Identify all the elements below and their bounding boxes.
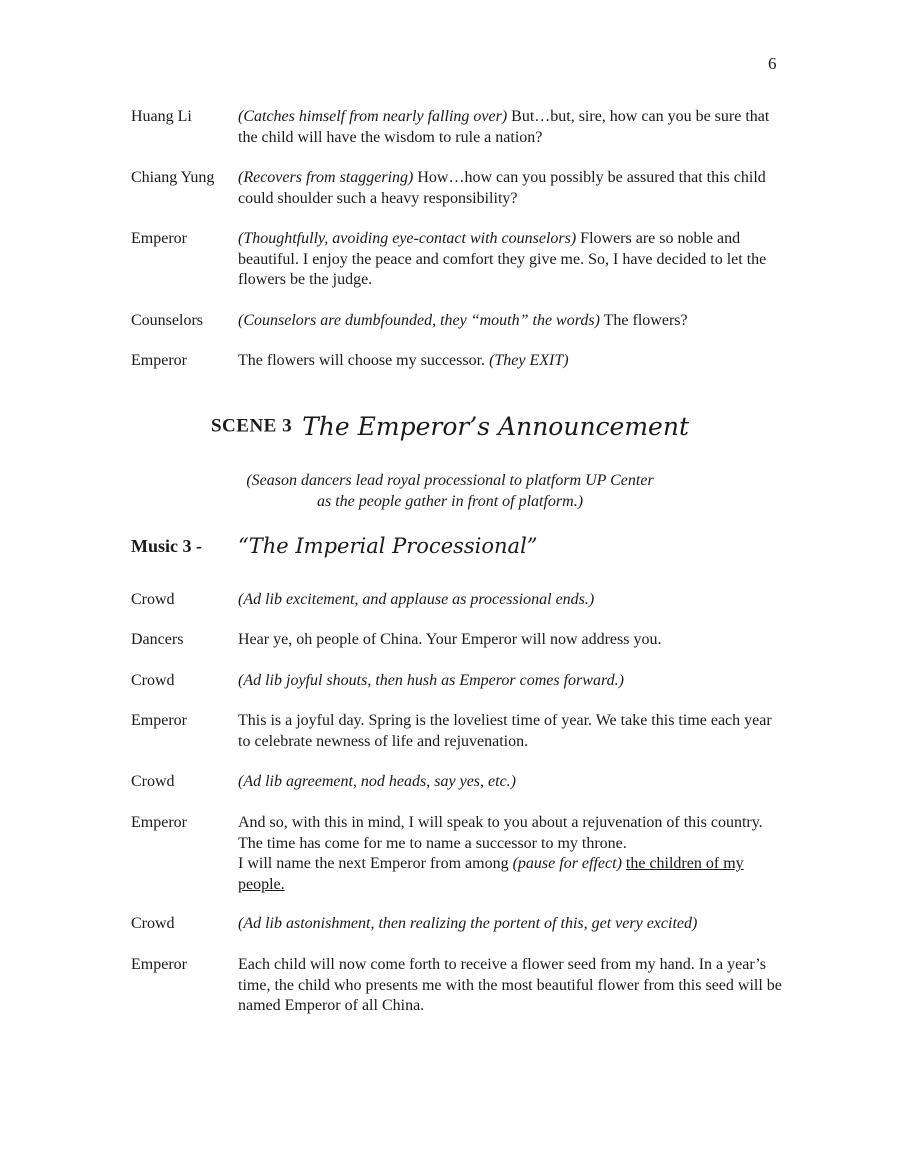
spoken-text: The flowers will choose my successor. [238, 352, 490, 369]
dialogue-line [238, 772, 786, 793]
dialogue-line [238, 671, 786, 692]
stage-direction: (Counselors are dumbfounded, they “mouth” the words) [238, 312, 600, 329]
spoken-text: Each child will now come forth to receive a flower seed from my hand. In a year’s time, the child who presents me with the most beautiful flower from this seed will be named Emperor of all China. [238, 956, 782, 1014]
dialogue-line [238, 955, 786, 1017]
underlined-text: the children of my people. [238, 855, 744, 893]
music-label: Music 3 - [131, 535, 202, 556]
stage-direction: (They EXIT) [489, 352, 569, 369]
scene-heading [0, 412, 900, 441]
stage-direction: (Ad lib agreement, nod heads, say yes, etc.) [238, 773, 516, 790]
stage-direction: (Ad lib joyful shouts, then hush as Emperor comes forward.) [238, 672, 624, 689]
stage-direction: (Catches himself from nearly falling over) [238, 108, 508, 125]
speaker-name: Emperor [131, 956, 187, 973]
spoken-text: But…but, sire, how can you be sure that the child will have the wisdom to rule a nation? [238, 108, 770, 146]
speaker-name: Emperor [131, 230, 187, 247]
spoken-text: How…how can you possibly be assured that this child could shoulder such a heavy responsibility? [238, 169, 766, 207]
speaker-name: Huang Li [131, 108, 192, 125]
stage-direction: (pause for effect) [512, 855, 622, 872]
dialogue-line [238, 813, 786, 895]
speaker-name: Emperor [131, 814, 187, 831]
dialogue-line [238, 590, 786, 611]
stage-direction: (Ad lib astonishment, then realizing the portent of this, get very excited) [238, 915, 698, 932]
scene-direction-line: (Season dancers lead royal processional to platform UP Center [246, 472, 654, 489]
dialogue-line [238, 711, 786, 752]
music-cue [131, 534, 831, 558]
speaker-name: Chiang Yung [131, 169, 215, 186]
scene-direction-line: as the people gather in front of platform.) [316, 493, 584, 510]
spoken-text: This is a joyful day. Spring is the loveliest time of year. We take this time each year to celebrate newness of life and rejuvenation. [238, 712, 772, 750]
spoken-text: I will name the next Emperor from among [238, 855, 513, 872]
dialogue-line [238, 168, 786, 209]
page-number: 6 [768, 54, 777, 73]
spoken-text: The flowers? [599, 312, 688, 329]
dialogue-line [238, 351, 786, 372]
speaker-name: Emperor [131, 352, 187, 369]
speaker-name: Dancers [131, 631, 184, 648]
speaker-name: Crowd [131, 773, 175, 790]
speaker-name: Counselors [131, 312, 203, 329]
stage-direction: (Ad lib excitement, and applause as processional ends.) [238, 591, 595, 608]
spoken-text: And so, with this in mind, I will speak to you about a rejuvenation of this country. The time has come for me to name a successor to my throne. [238, 814, 763, 852]
spoken-text: Flowers are so noble and beautiful. I enjoy the peace and comfort they give me. So, I have decided to let the flowers be the judge. [238, 230, 767, 288]
scene-label: SCENE 3 [210, 415, 293, 437]
dialogue-line [238, 107, 786, 148]
dialogue-line [238, 229, 786, 291]
speaker-name: Emperor [131, 712, 187, 729]
dialogue-line [238, 630, 786, 651]
speaker-name: Crowd [131, 672, 175, 689]
scene-direction [0, 470, 900, 512]
stage-direction: (Recovers from staggering) [238, 169, 414, 186]
stage-direction: (Thoughtfully, avoiding eye-contact with counselors) [238, 230, 577, 247]
dialogue-line [238, 914, 786, 935]
speaker-name: Crowd [131, 915, 175, 932]
dialogue-line [238, 311, 786, 332]
speaker-name: Crowd [131, 591, 175, 608]
spoken-text: Hear ye, oh people of China. Your Emperor will now address you. [238, 631, 662, 648]
scene-title: The Emperor’s Announcement [302, 412, 689, 441]
music-title: “The Imperial Processional” [238, 534, 538, 558]
